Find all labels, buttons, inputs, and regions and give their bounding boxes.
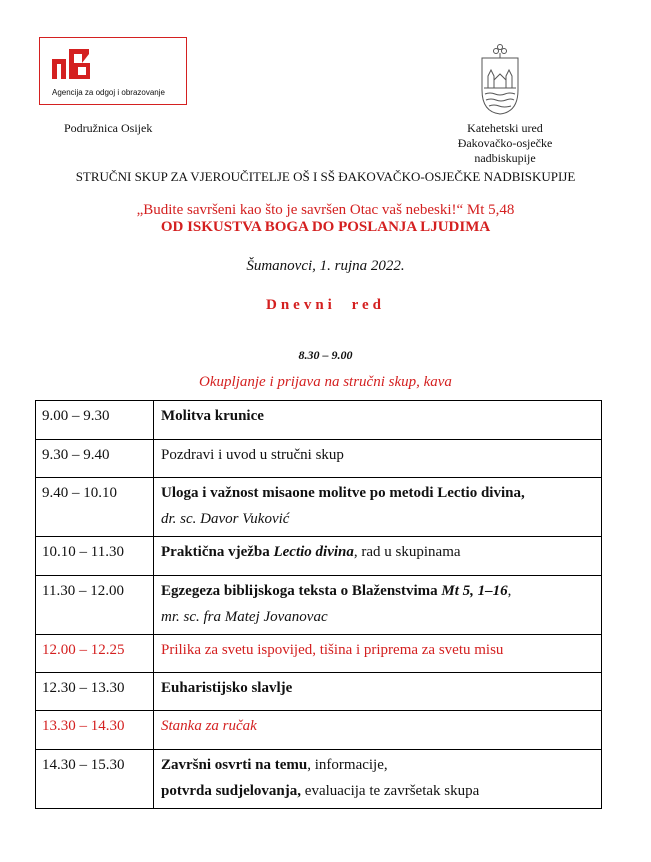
time-cell: 9.00 – 9.30 [36, 401, 154, 440]
table-row [36, 711, 602, 750]
activity-cell: Euharistijsko slavlje [154, 673, 602, 711]
table-row [36, 401, 602, 440]
table-row [36, 635, 602, 673]
agenda-heading: Dnevni red [266, 297, 385, 313]
activity-cell: Završni osvrti na temu, informacije, potvrda sudjelovanja, evaluacija te završetak skupa [154, 750, 602, 809]
time-cell: 10.10 – 11.30 [36, 537, 154, 576]
speaker-name: mr. sc. fra Matej Jovanovac [161, 609, 328, 625]
time-cell: 14.30 – 15.30 [36, 750, 154, 809]
activity-cell: Praktična vježba Lectio divina, rad u skupinama [154, 537, 602, 576]
table-row [36, 673, 602, 711]
branch-name: Podružnica Osijek [64, 121, 153, 135]
activity-title: Uloga i važnost misaone molitve po metodi Lectio divina, [161, 485, 525, 501]
speaker-name: dr. sc. Davor Vuković [161, 511, 290, 527]
activity-cell: Prilika za svetu ispovijed, tišina i priprema za svetu misu [154, 635, 602, 673]
activity-cell: Molitva krunice [154, 401, 602, 440]
activity-cell: Egzegeza biblijskoga teksta o Blaženstvima Mt 5, 1–16, mr. sc. fra Matej Jovanovac [154, 576, 602, 635]
table-row [36, 576, 602, 635]
table-row [36, 537, 602, 576]
gathering-time: 8.30 – 9.00 [298, 348, 353, 362]
schedule-table [35, 400, 602, 809]
table-row [36, 750, 602, 809]
agency-logo-icon [52, 47, 94, 81]
office-line-1: Katehetski ured [467, 121, 543, 135]
agency-logo [39, 37, 187, 105]
coat-of-arms-icon [480, 42, 520, 116]
place-date: Šumanovci, 1. rujna 2022. [246, 258, 405, 274]
time-cell: 12.30 – 13.30 [36, 673, 154, 711]
gathering-text: Okupljanje i prijava na stručni skup, kava [199, 374, 452, 390]
event-title: STRUČNI SKUP ZA VJEROUČITELJE OŠ I SŠ ĐAKOVAČKO-OSJEČKE NADBISKUPIJE [75, 169, 576, 184]
time-cell: 9.30 – 9.40 [36, 440, 154, 478]
activity-cell: Pozdravi i uvod u stručni skup [154, 440, 602, 478]
catechetical-office [430, 121, 580, 166]
table-row [36, 478, 602, 537]
activity-cell [154, 478, 602, 537]
office-line-2: Đakovačko-osječke nadbiskupije [457, 136, 553, 165]
time-cell: 9.40 – 10.10 [36, 478, 154, 537]
table-row [36, 440, 602, 478]
time-cell: 13.30 – 14.30 [36, 711, 154, 750]
activity-cell: Stanka za ručak [154, 711, 602, 750]
event-motto: „Budite savršeni kao što je savršen Otac vaš nebeski!“ Mt 5,48 [136, 202, 515, 218]
time-cell: 12.00 – 12.25 [36, 635, 154, 673]
agency-name: Agencija za odgoj i obrazovanje [52, 88, 165, 97]
time-cell: 11.30 – 12.00 [36, 576, 154, 635]
event-theme: OD ISKUSTVA BOGA DO POSLANJA LJUDIMA [160, 219, 491, 235]
